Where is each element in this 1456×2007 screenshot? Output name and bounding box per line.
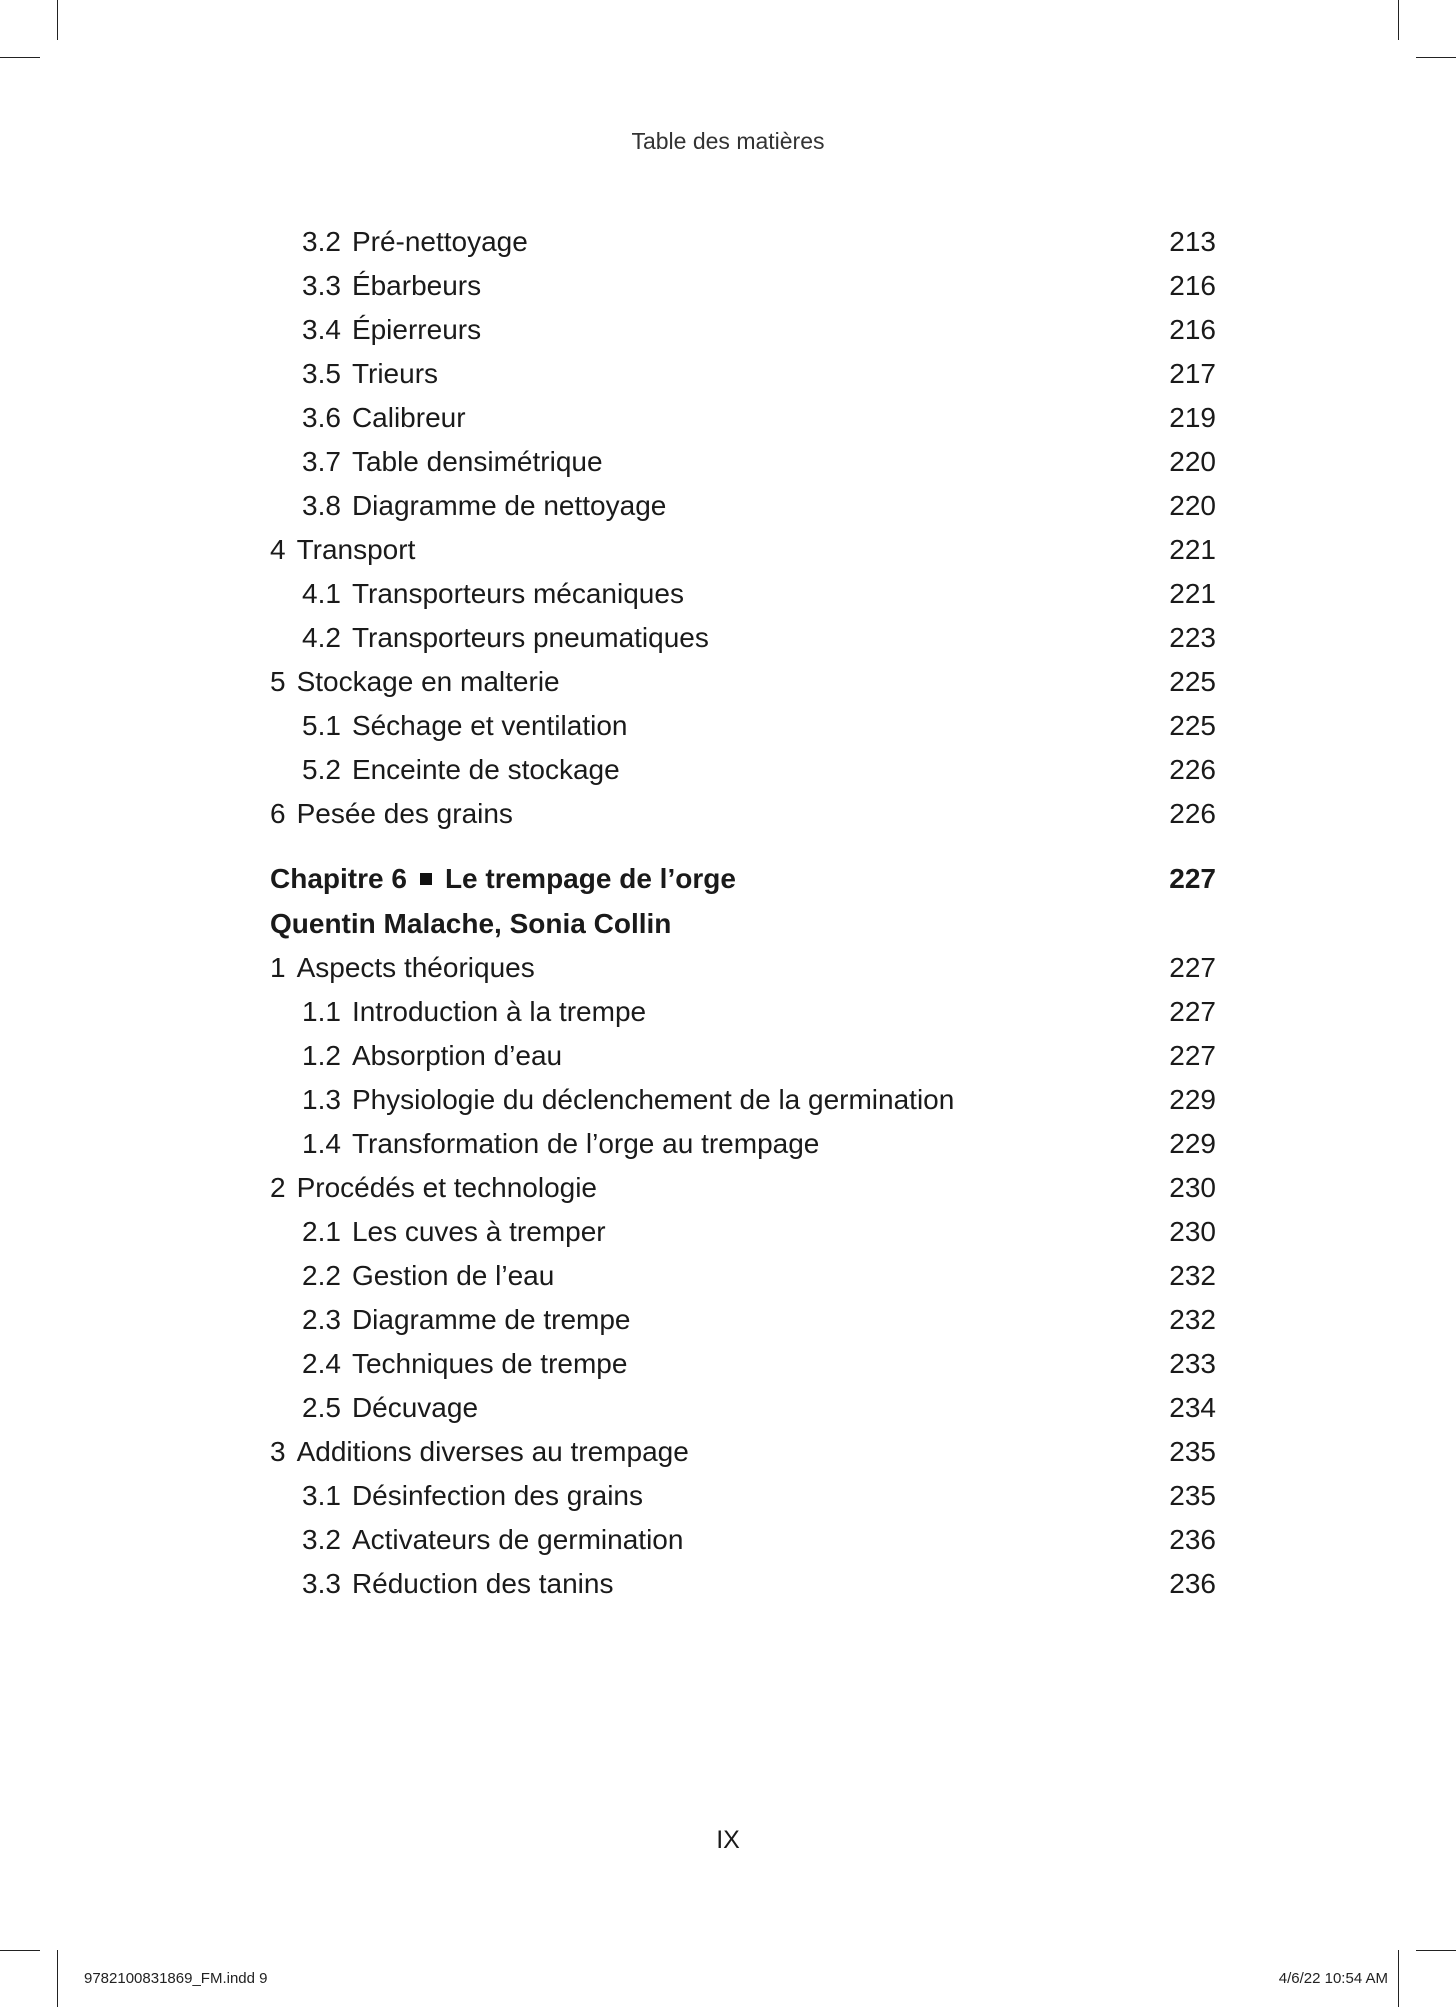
toc-entry[interactable]	[270, 1562, 1216, 1606]
toc-entry-title-group	[270, 220, 528, 264]
toc-entry-page: 232	[1169, 1304, 1216, 1335]
toc-entry[interactable]	[270, 1430, 1216, 1474]
toc-entry-page: 220	[1169, 490, 1216, 521]
toc-entry[interactable]	[270, 704, 1216, 748]
toc-entry-number: 3.5	[302, 358, 341, 389]
toc-entry-page: 227	[1169, 996, 1216, 1027]
toc-entry-number: 2.3	[302, 1304, 341, 1335]
toc-entry-title-group	[270, 1254, 554, 1298]
crop-mark-bottom-left-vertical	[57, 1950, 58, 2007]
toc-entry-title: Gestion de l’eau	[351, 1260, 555, 1291]
toc-entry-title-group	[270, 1518, 683, 1562]
toc-entry[interactable]	[270, 748, 1216, 792]
toc-entry-title: Physiologie du déclenchement de la germination	[351, 1084, 955, 1115]
toc-entry-title: Décuvage	[351, 1392, 479, 1423]
toc-entry-page: 234	[1169, 1392, 1216, 1423]
toc-entry-number: 2.2	[302, 1260, 341, 1291]
toc-entry[interactable]	[270, 1386, 1216, 1430]
toc-entry-title-group	[270, 396, 466, 440]
toc-entry-number: 3.2	[302, 226, 341, 257]
toc-entry-number: 5	[270, 666, 286, 697]
toc-entry[interactable]	[270, 1166, 1216, 1210]
running-head: Table des matières	[631, 128, 825, 154]
toc-entry-page: 216	[1169, 314, 1216, 345]
toc-entry-number: 3.6	[302, 402, 341, 433]
toc-entry-title-group	[270, 572, 684, 616]
toc-entry-title-group	[270, 1474, 643, 1518]
toc-entry-title-group	[270, 1386, 478, 1430]
toc-entry-title-group	[270, 1166, 597, 1210]
toc-entry-title: Procédés et technologie	[296, 1172, 598, 1203]
toc-entry-title-group	[270, 1430, 689, 1474]
toc-entry-title: Aspects théoriques	[296, 952, 535, 983]
toc-entry-title: Table densimétrique	[351, 446, 603, 477]
crop-mark-top-right-horizontal	[1416, 57, 1456, 58]
toc-entry-title: Absorption d’eau	[351, 1040, 563, 1071]
toc-entry-page: 225	[1169, 710, 1216, 741]
toc-entry-page: 223	[1169, 622, 1216, 653]
toc-entry-number: 4.2	[302, 622, 341, 653]
toc-entry-page: 232	[1169, 1260, 1216, 1291]
toc-entry-page: 227	[1169, 952, 1216, 983]
toc-entry-number: 1	[270, 952, 286, 983]
toc-entry-title: Épierreurs	[351, 314, 482, 345]
toc-entry[interactable]	[270, 1298, 1216, 1342]
toc-entry-number: 3.7	[302, 446, 341, 477]
toc-entry-page: 227	[1169, 1040, 1216, 1071]
toc-entry-title: Désinfection des grains	[351, 1480, 643, 1511]
square-bullet-icon	[420, 873, 432, 885]
toc-entry-page: 226	[1169, 798, 1216, 829]
toc-entry[interactable]	[270, 440, 1216, 484]
toc-entry-page: 219	[1169, 402, 1216, 433]
toc-entry-title: Transporteurs mécaniques	[351, 578, 684, 609]
page-number: IX	[716, 1826, 740, 1854]
toc-entry-number: 5.2	[302, 754, 341, 785]
toc-entry-title-group	[270, 792, 513, 836]
toc-entry[interactable]	[270, 484, 1216, 528]
toc-entry-title-group	[270, 440, 603, 484]
toc-entry-page: 229	[1169, 1128, 1216, 1159]
toc-entry[interactable]	[270, 1518, 1216, 1562]
chapter-heading[interactable]	[270, 857, 1216, 902]
toc-entry-number: 1.3	[302, 1084, 341, 1115]
toc-entry-page: 226	[1169, 754, 1216, 785]
toc-entry-number: 3.3	[302, 270, 341, 301]
toc-entry[interactable]	[270, 1474, 1216, 1518]
toc-entry-title-group	[270, 1210, 606, 1254]
toc-entry-page: 235	[1169, 1436, 1216, 1467]
toc-entry-number: 4.1	[302, 578, 341, 609]
chapter-title: Le trempage de l’orge	[444, 863, 736, 894]
toc-entry-title-group	[270, 1122, 819, 1166]
toc-entry-title: Diagramme de nettoyage	[351, 490, 667, 521]
toc-entry[interactable]	[270, 1254, 1216, 1298]
toc-entry[interactable]	[270, 1210, 1216, 1254]
toc-entry-page: 216	[1169, 270, 1216, 301]
chapter-label: Chapitre 6	[270, 863, 407, 894]
toc-entry[interactable]	[270, 1122, 1216, 1166]
crop-mark-top-left-horizontal	[0, 57, 40, 58]
toc-entry-title-group	[270, 946, 535, 990]
toc-entry-title: Trieurs	[351, 358, 439, 389]
toc-entry-title-group	[270, 264, 481, 308]
toc-entry-title: Réduction des tanins	[351, 1568, 614, 1599]
toc-entry-number: 3.3	[302, 1568, 341, 1599]
toc-entry-number: 3.1	[302, 1480, 341, 1511]
toc-entry-page: 230	[1169, 1172, 1216, 1203]
toc-entry-number: 3.2	[302, 1524, 341, 1555]
toc-entry-title: Activateurs de germination	[351, 1524, 684, 1555]
toc-entry-page: 236	[1169, 1568, 1216, 1599]
toc-entry-title: Introduction à la trempe	[351, 996, 647, 1027]
toc-entry-number: 2.1	[302, 1216, 341, 1247]
toc-entry-number: 1.2	[302, 1040, 341, 1071]
toc-entry[interactable]	[270, 1078, 1216, 1122]
crop-mark-bottom-right-horizontal	[1416, 1950, 1456, 1951]
toc-entry-title: Additions diverses au trempage	[296, 1436, 689, 1467]
chapter-authors: Quentin Malache, Sonia Collin	[270, 908, 672, 939]
toc-entry-title-group	[270, 1342, 627, 1386]
toc-entry-number: 3.8	[302, 490, 341, 521]
toc-entry-title: Les cuves à tremper	[351, 1216, 606, 1247]
chapter-authors-row	[270, 902, 1216, 946]
toc-entry-page: 233	[1169, 1348, 1216, 1379]
toc-entry-title: Transformation de l’orge au trempage	[351, 1128, 820, 1159]
toc-entry[interactable]	[270, 616, 1216, 660]
toc-entry-number: 3.4	[302, 314, 341, 345]
toc-entry-title-group	[270, 990, 646, 1034]
print-slug-file: 9782100831869_FM.indd 9	[84, 1970, 268, 1987]
toc-entry-title-group	[270, 704, 627, 748]
toc-entry-title: Séchage et ventilation	[351, 710, 628, 741]
toc-entry-number: 3	[270, 1436, 286, 1467]
toc-entry-title: Pesée des grains	[296, 798, 513, 829]
toc-entry[interactable]	[270, 572, 1216, 616]
print-slug-date: 4/6/22 10:54 AM	[1278, 1970, 1388, 1987]
toc-section-a	[270, 220, 1216, 836]
toc-entry-page: 221	[1169, 534, 1216, 565]
toc-entry-number: 2.5	[302, 1392, 341, 1423]
toc-entry-title: Transport	[296, 534, 416, 565]
toc-entry-title: Stockage en malterie	[296, 666, 560, 697]
toc-entry-number: 1.1	[302, 996, 341, 1027]
toc-entry-title: Ébarbeurs	[351, 270, 482, 301]
toc-entry-title-group	[270, 1078, 954, 1122]
table-of-contents	[270, 220, 1216, 1606]
toc-entry[interactable]	[270, 946, 1216, 990]
toc-entry-title-group	[270, 748, 620, 792]
toc-entry-page: 229	[1169, 1084, 1216, 1115]
toc-entry[interactable]	[270, 220, 1216, 264]
toc-entry-page: 221	[1169, 578, 1216, 609]
toc-entry-title: Enceinte de stockage	[351, 754, 620, 785]
crop-mark-bottom-right-vertical	[1398, 1950, 1399, 2007]
toc-entry-title-group	[270, 660, 560, 704]
toc-entry-title-group	[270, 308, 481, 352]
toc-entry-page: 220	[1169, 446, 1216, 477]
toc-entry-page: 236	[1169, 1524, 1216, 1555]
toc-entry-title-group	[270, 1034, 562, 1078]
toc-entry[interactable]	[270, 660, 1216, 704]
toc-entry-number: 4	[270, 534, 286, 565]
toc-entry-page: 235	[1169, 1480, 1216, 1511]
toc-entry-page: 225	[1169, 666, 1216, 697]
toc-entry-number: 2.4	[302, 1348, 341, 1379]
toc-entry-number: 5.1	[302, 710, 341, 741]
toc-entry-title-group	[270, 528, 415, 572]
toc-entry-title-group	[270, 484, 666, 528]
toc-entry[interactable]	[270, 264, 1216, 308]
toc-entry[interactable]	[270, 352, 1216, 396]
toc-entry[interactable]	[270, 1034, 1216, 1078]
toc-entry[interactable]	[270, 528, 1216, 572]
toc-section-b	[270, 946, 1216, 1606]
toc-entry-number: 1.4	[302, 1128, 341, 1159]
toc-entry-title-group	[270, 1298, 631, 1342]
toc-entry-page: 213	[1169, 226, 1216, 257]
toc-entry[interactable]	[270, 792, 1216, 836]
toc-entry[interactable]	[270, 990, 1216, 1034]
toc-entry-number: 2	[270, 1172, 286, 1203]
toc-entry-number: 6	[270, 798, 286, 829]
toc-entry[interactable]	[270, 396, 1216, 440]
toc-entry-title-group	[270, 1562, 613, 1606]
toc-entry-title: Transporteurs pneumatiques	[351, 622, 709, 653]
chapter-page: 227	[1169, 863, 1216, 894]
toc-entry-title-group	[270, 352, 438, 396]
crop-mark-top-left-vertical	[57, 0, 58, 40]
crop-mark-bottom-left-horizontal	[0, 1950, 40, 1951]
toc-entry[interactable]	[270, 1342, 1216, 1386]
toc-entry-title-group	[270, 616, 709, 660]
toc-entry-title: Calibreur	[351, 402, 466, 433]
toc-entry-title: Pré-nettoyage	[351, 226, 528, 257]
toc-entry[interactable]	[270, 308, 1216, 352]
toc-entry-page: 217	[1169, 358, 1216, 389]
crop-mark-top-right-vertical	[1398, 0, 1399, 40]
toc-entry-title: Diagramme de trempe	[351, 1304, 631, 1335]
toc-entry-page: 230	[1169, 1216, 1216, 1247]
toc-entry-title: Techniques de trempe	[351, 1348, 628, 1379]
